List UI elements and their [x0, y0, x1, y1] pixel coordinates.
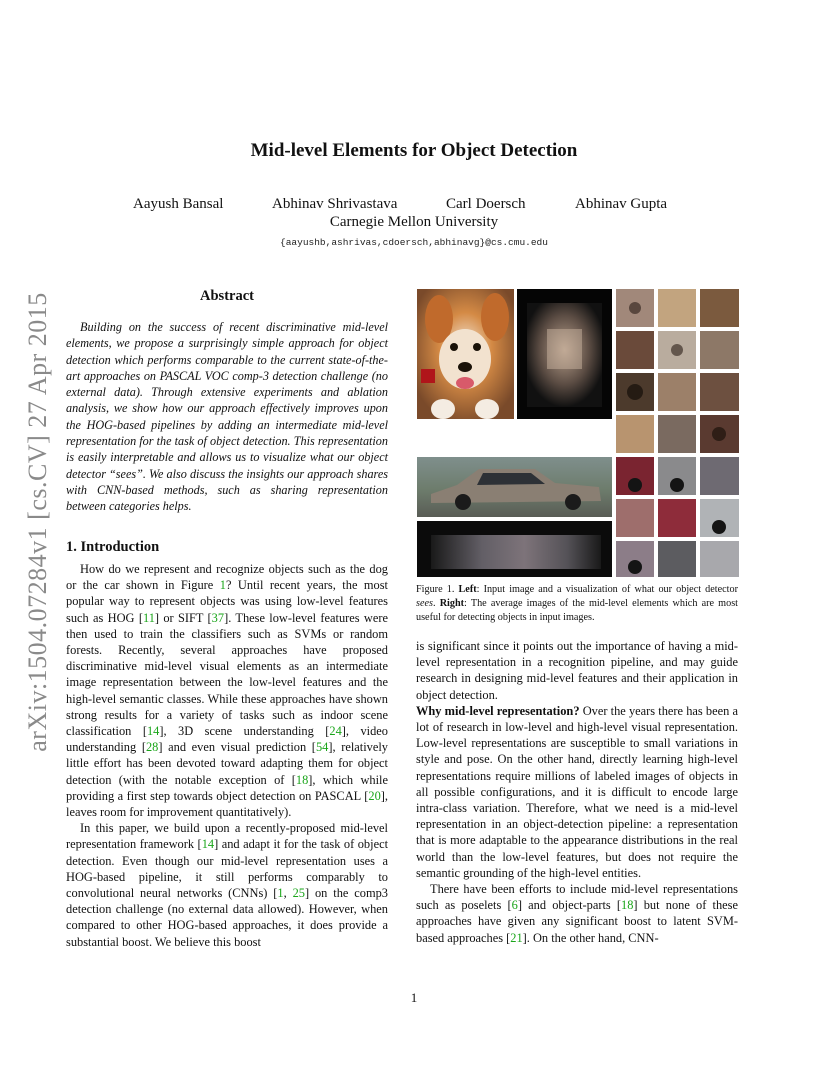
citation-link[interactable]: 18: [621, 898, 634, 913]
page-number: 1: [410, 990, 418, 1005]
figure-1-graphic: [417, 289, 739, 577]
citation-link[interactable]: 20: [368, 788, 381, 803]
citation-link[interactable]: 18: [295, 772, 309, 787]
affiliation: Carnegie Mellon University: [329, 214, 499, 230]
citation-link[interactable]: 25: [292, 886, 305, 901]
figure-reference[interactable]: 1: [219, 578, 226, 593]
introduction-body: [66, 561, 388, 950]
citation-link[interactable]: 37: [211, 610, 225, 625]
abstract-text: Building on the success of recent discriminative mid-level elements, we propose a surprisingly simple approach for object detection which performs comparable to the current state-of-the-art approaches on PASCAL VOC comp-3 detection challenge (no external data). Through extensive experiments and ablation analysis, we show how our approach effectively improves upon the HOG-based pipelines by adding an intermediate mid-level representation for the task of object detection. This representation is easily interpretable and allows us to visualize what our object detector “sees”. We also discuss the insights our approach shares with CNN-based methods, such as sharing representation between categories helps.: [66, 320, 388, 514]
citation-link[interactable]: 21: [510, 930, 523, 945]
abstract-heading: Abstract: [200, 288, 254, 304]
author-2: Abhinav Shrivastava: [272, 196, 398, 212]
section-heading-introduction: 1. Introduction: [66, 539, 160, 555]
intro-paragraph-2: In this paper, we build upon a recently-proposed mid-level representation framework [14] and adapt it for the task of object detection. Even though our mid-level representation uses a HOG-based pipeline, it still performs comparably to convolutional neural networks (CNNs) [1, 25] on the comp3 detection challenge (no external data allowed). However, when compared to other HOG-based approaches, it does provide a substantial boost. We believe this boost: [66, 821, 389, 949]
arxiv-identifier: [18, 282, 58, 762]
citation-link[interactable]: 54: [315, 740, 329, 755]
arxiv-identifier-text: arXiv:1504.07284v1 [cs.CV] 27 Apr 2015: [23, 292, 52, 752]
right-paragraph-3: There have been efforts to include mid-level representations such as poselets [6] and object-parts [18] but none of these approaches have given any significant boost to latent SVM-based approaches [21]. On the other hand, CNN-: [416, 882, 738, 945]
citation-link[interactable]: 11: [142, 610, 155, 625]
citation-link[interactable]: 24: [329, 724, 342, 739]
right-column-body: [416, 638, 738, 946]
citation-link[interactable]: 6: [511, 898, 518, 913]
intro-paragraph-1: How do we represent and recognize objects such as the dog or the car shown in Figure 1? Until recent years, the most popular way to represent objects was using low-level features such as HOG [11] or SIFT [37]. These low-level features were then used to train the classifiers such as SVMs or random forests. Recently, several approaches have proposed discriminative mid-level visual elements as an intermediate image representation between the low-level features and the high-level semantic classes. While these approaches have shown strong results for a variety of tasks such as indoor scene classification [14], 3D scene understanding [24], video understanding [28] and even visual prediction [54], relatively little effort has been devoted toward adapting them for object detection (with the notable exception of [18], which while providing a first step towards object detection on PASCAL [20], leaves room for improvement quantitatively).: [66, 562, 389, 820]
run-in-heading: Why mid-level representation?: [416, 703, 580, 718]
author-3: Carl Doersch: [446, 196, 526, 212]
citation-link[interactable]: 14: [146, 724, 160, 739]
right-paragraph-2: Why mid-level representation? Over the years there has been a lot of research in low-level and high-level visual representation. Low-level representations are susceptible to small variations in style and pose. On the other hand, directly learning high-level representations require millions of labeled images of objects in all possible configurations, and it is difficult to encode large intra-class variation. Therefore, what we need is a mid-level representation in an object-detection pipeline: a representation that is more adaptable to the appearance distributions in the real world than the low-level features, but does not require the semantic grounding of the high-level entities.: [416, 703, 739, 880]
citation-link[interactable]: 28: [145, 740, 159, 755]
citation-link[interactable]: 1: [277, 886, 284, 901]
figure-1-caption: Figure 1. Left: Input image and a visualization of what our object detector sees. Right: The average images of the mid-level elements which are most useful for detecting objects in input images.: [416, 584, 738, 623]
author-emails: {aayushb,ashrivas,cdoersch,abhinavg}@cs.cmu.edu: [280, 237, 548, 248]
right-paragraph-1: is significant since it points out the importance of having a mid-level representation in a recognition pipeline, and may guide research in designing mid-level features and their application in object detection.: [416, 639, 738, 702]
figure-1-image: [417, 289, 739, 577]
paper-title: Mid-level Elements for Object Detection: [250, 140, 578, 161]
author-1: Aayush Bansal: [133, 196, 224, 212]
author-4: Abhinav Gupta: [575, 196, 668, 212]
citation-link[interactable]: 14: [201, 837, 215, 852]
